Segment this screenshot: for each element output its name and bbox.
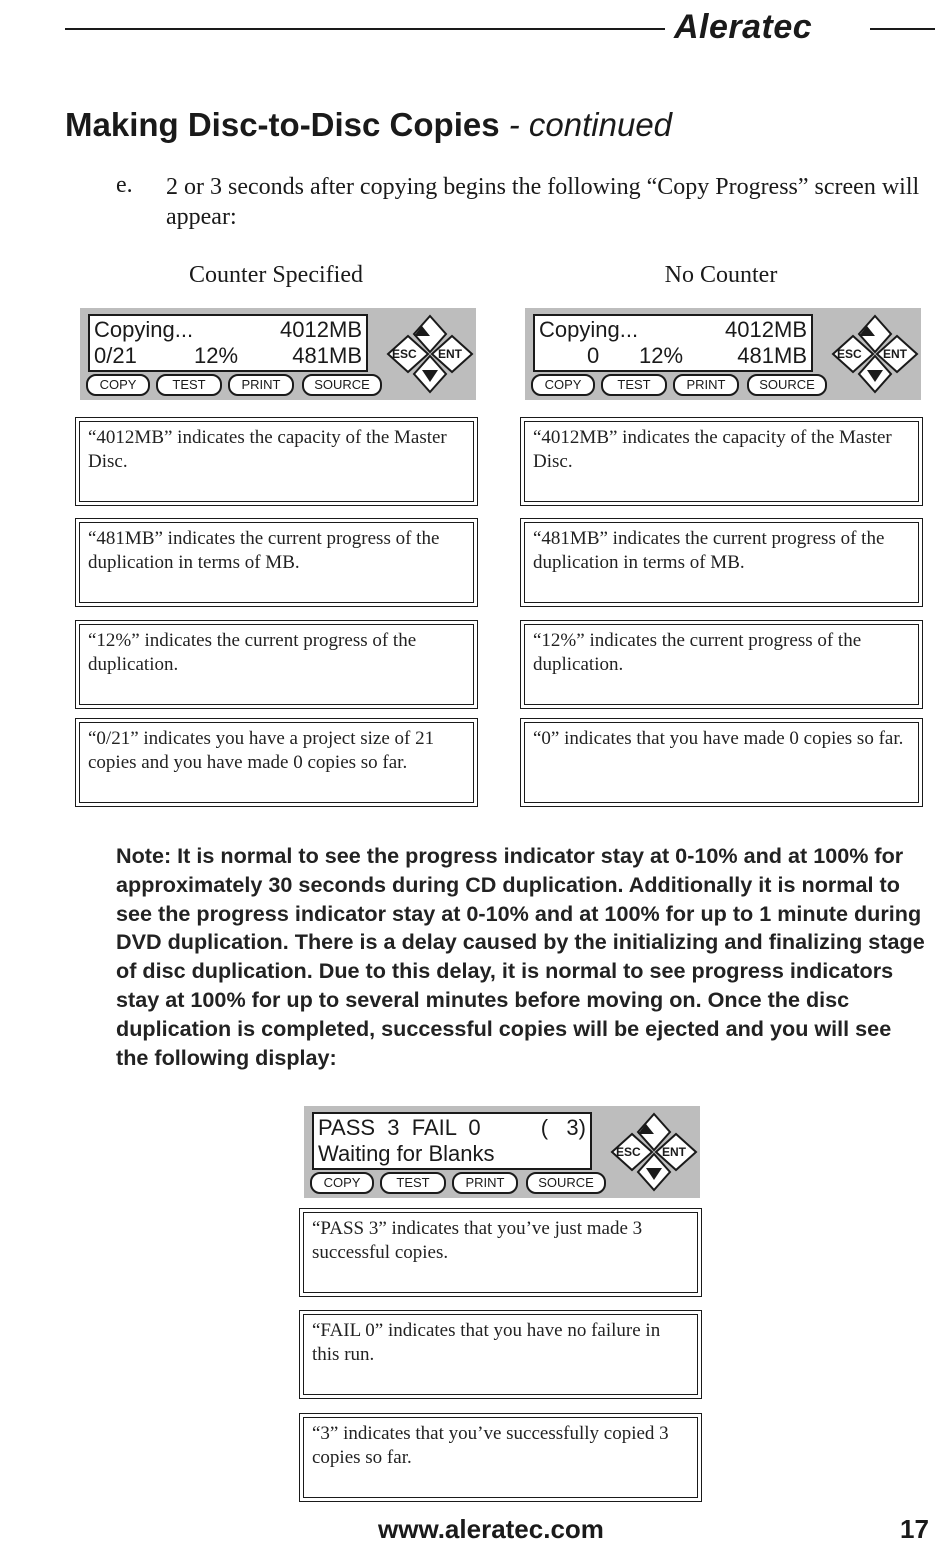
step-letter: e. bbox=[116, 172, 133, 198]
lcd-line1-right: 4012MB bbox=[725, 317, 807, 342]
step-text: 2 or 3 seconds after copying begins the following “Copy Progress” screen will appear: bbox=[166, 174, 920, 230]
nav-pad bbox=[386, 314, 474, 394]
lcd-panel-final bbox=[304, 1106, 700, 1198]
nav-pad bbox=[831, 314, 919, 394]
explanation-box bbox=[299, 1413, 702, 1502]
copy-button[interactable]: COPY bbox=[310, 1172, 374, 1194]
lcd-line2-left: 0 bbox=[587, 343, 600, 368]
note-label: Note: bbox=[116, 843, 172, 868]
source-button[interactable]: SOURCE bbox=[302, 374, 382, 396]
explanation-text: “0” indicates that you have made 0 copies so far. bbox=[524, 722, 919, 803]
explanation-text: “4012MB” indicates the capacity of the Master Disc. bbox=[524, 421, 919, 502]
column-label-no-counter: No Counter bbox=[664, 262, 778, 288]
explanation-text: “4012MB” indicates the capacity of the Master Disc. bbox=[79, 421, 474, 502]
copy-button[interactable]: COPY bbox=[531, 374, 595, 396]
print-button[interactable]: PRINT bbox=[228, 374, 294, 396]
explanation-box bbox=[75, 620, 478, 709]
test-button[interactable]: TEST bbox=[601, 374, 667, 396]
esc-label: ESC bbox=[392, 347, 417, 361]
lcd-line2-right: 481MB bbox=[292, 343, 362, 368]
esc-label: ESC bbox=[616, 1145, 641, 1159]
lcd-line2-left: 0/21 bbox=[94, 343, 137, 368]
print-button[interactable]: PRINT bbox=[452, 1172, 518, 1194]
lcd-screen bbox=[88, 314, 368, 372]
header-rule-left bbox=[65, 28, 665, 30]
lcd-line2-mid: 12% bbox=[639, 343, 684, 368]
explanation-box bbox=[299, 1310, 702, 1399]
ent-label: ENT bbox=[438, 347, 462, 361]
lcd-screen bbox=[533, 314, 813, 372]
header-rule-right bbox=[870, 28, 935, 30]
lcd-screen bbox=[312, 1112, 592, 1170]
nav-pad bbox=[610, 1112, 698, 1192]
explanation-box bbox=[520, 417, 923, 506]
source-button[interactable]: SOURCE bbox=[747, 374, 827, 396]
lcd-line1-right: 4012MB bbox=[280, 317, 362, 342]
explanation-box bbox=[299, 1208, 702, 1297]
test-button[interactable]: TEST bbox=[156, 374, 222, 396]
explanation-box bbox=[75, 718, 478, 807]
title-main: Making Disc-to-Disc Copies bbox=[65, 106, 500, 143]
footer-url: www.aleratec.com bbox=[378, 1514, 604, 1544]
source-button[interactable]: SOURCE bbox=[526, 1172, 606, 1194]
lcd-line2-right: 481MB bbox=[737, 343, 807, 368]
explanation-text: “3” indicates that you’ve successfully copied 3 copies so far. bbox=[303, 1417, 698, 1498]
explanation-box bbox=[520, 620, 923, 709]
ent-label: ENT bbox=[662, 1145, 686, 1159]
title-suffix: - continued bbox=[499, 106, 673, 143]
explanation-box bbox=[520, 718, 923, 807]
lcd-line1-left: PASS 3 FAIL 0 bbox=[318, 1115, 481, 1140]
explanation-text: “12%” indicates the current progress of the duplication. bbox=[524, 624, 919, 705]
explanation-text: “FAIL 0” indicates that you have no failure in this run. bbox=[303, 1314, 698, 1395]
esc-label: ESC bbox=[837, 347, 862, 361]
lcd-line1-left: Copying... bbox=[94, 317, 194, 342]
test-button[interactable]: TEST bbox=[380, 1172, 446, 1194]
explanation-box bbox=[75, 518, 478, 607]
explanation-text: “481MB” indicates the current progress of the duplication in terms of MB. bbox=[524, 522, 919, 603]
explanation-text: “481MB” indicates the current progress of the duplication in terms of MB. bbox=[79, 522, 474, 603]
brand-logo: Aleratec bbox=[674, 8, 813, 46]
page-title bbox=[65, 106, 672, 144]
lcd-panel-counter bbox=[80, 308, 476, 400]
note-text: It is normal to see the progress indicator stay at 0-10% and at 100% for approximately 30 seconds during CD duplication. Additionally it is normal to see the progress indicator stay at 0-10% and at 100% for up to 1 minute during DVD duplication. There is a delay caused by the initializing and finalizing stage of disc duplication. Due to this delay, it is normal to see progress indicators stay at 100% for up to several minutes before moving on. Once the disc duplication is completed, successful copies will be ejected and you will see the following display: bbox=[116, 843, 925, 1070]
lcd-line2-mid: 12% bbox=[194, 343, 239, 368]
explanation-text: “PASS 3” indicates that you’ve just made 3 successful copies. bbox=[303, 1212, 698, 1293]
lcd-line1-left: Copying... bbox=[539, 317, 639, 342]
explanation-box bbox=[75, 417, 478, 506]
explanation-text: “12%” indicates the current progress of the duplication. bbox=[79, 624, 474, 705]
lcd-line1-right: ( 3) bbox=[540, 1115, 586, 1140]
copy-button[interactable]: COPY bbox=[86, 374, 150, 396]
column-label-counter: Counter Specified bbox=[189, 262, 363, 288]
page-number: 17 bbox=[900, 1514, 929, 1544]
explanation-text: “0/21” indicates you have a project size of 21 copies and you have made 0 copies so far. bbox=[79, 722, 474, 803]
explanation-box bbox=[520, 518, 923, 607]
note-paragraph bbox=[116, 842, 928, 1072]
ent-label: ENT bbox=[883, 347, 907, 361]
print-button[interactable]: PRINT bbox=[673, 374, 739, 396]
lcd-line2-left: Waiting for Blanks bbox=[318, 1141, 495, 1166]
lcd-panel-no-counter bbox=[525, 308, 921, 400]
